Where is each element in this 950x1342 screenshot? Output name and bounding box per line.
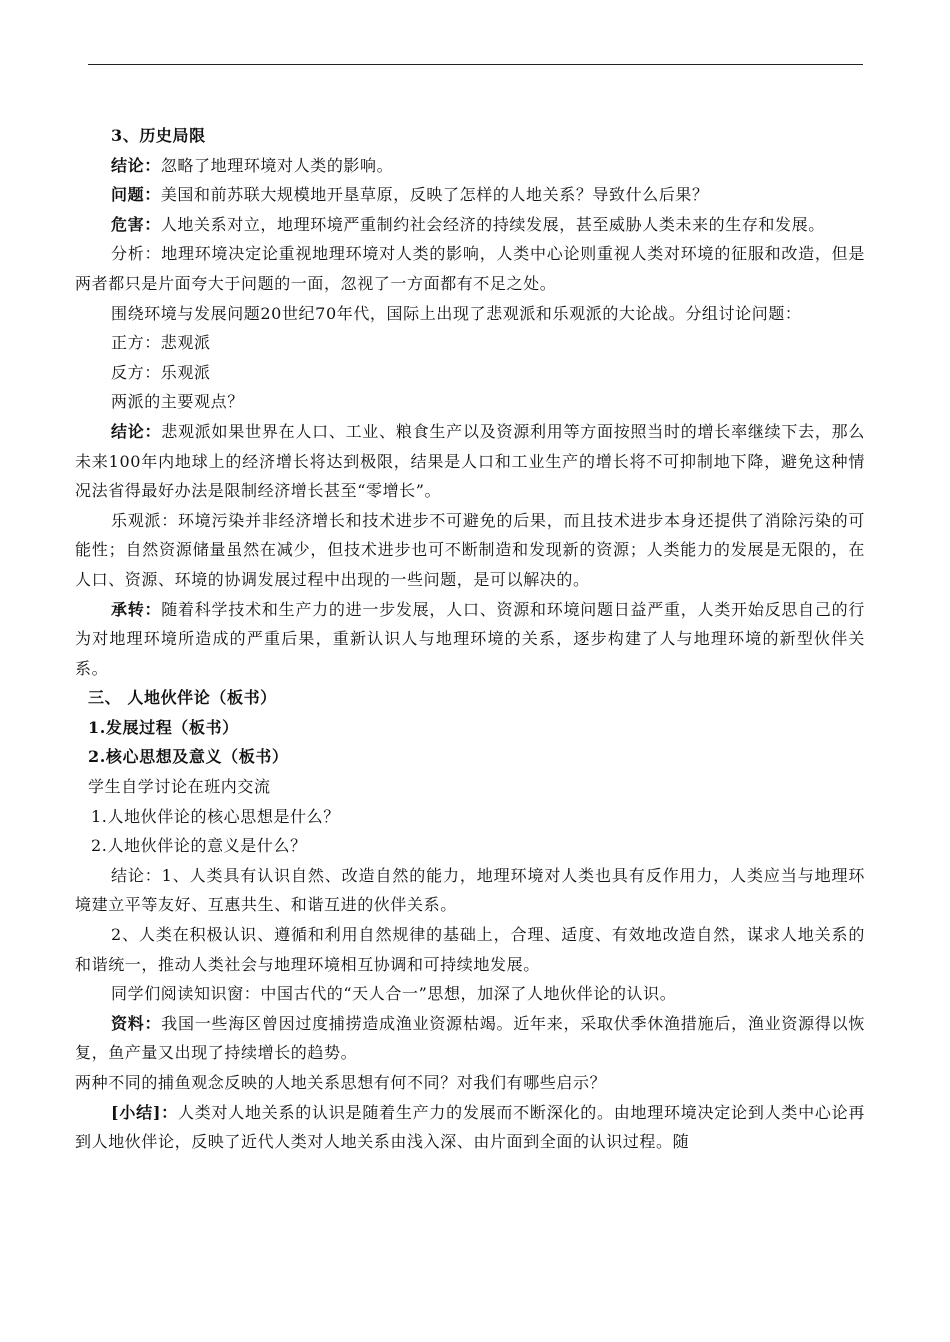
paragraph [75, 180, 865, 210]
paragraph [75, 121, 865, 151]
paragraph-label: 危害： [111, 214, 161, 234]
paragraph [75, 979, 865, 1009]
paragraph [75, 506, 865, 595]
paragraph-text: 同学们阅读知识窗：中国古代的“天人合一”思想，加深了人地伙伴论的认识。 [111, 984, 677, 1004]
paragraph [75, 1068, 865, 1098]
paragraph [75, 358, 865, 388]
paragraph-text: 1.人地伙伴论的核心思想是什么？ [91, 806, 340, 826]
paragraph-label: 结论： [111, 155, 161, 175]
paragraph [75, 387, 865, 417]
paragraph [75, 417, 865, 506]
paragraph [75, 920, 865, 979]
paragraph [75, 802, 865, 832]
paragraph-text: 学生自学讨论在班内交流 [88, 777, 271, 797]
paragraph-text: 围绕环境与发展问题20世纪70年代，国际上出现了悲观派和乐观派的大论战。分组讨论问题： [111, 303, 802, 323]
paragraph [75, 713, 865, 743]
paragraph-text: 分析：地理环境决定论重视地理环境对人类的影响，人类中心论则重视人类对环境的征服和改造，但是两者都只是片面夸大于问题的一面，忽视了一方面都有不足之处。 [75, 244, 865, 293]
paragraph-text: 反方：乐观派 [111, 362, 211, 382]
header-rule [88, 64, 863, 65]
paragraph-label: 结论： [111, 421, 162, 441]
paragraph-label: 3、历史局限 [111, 126, 206, 145]
paragraph [75, 861, 865, 920]
paragraph-text: 我国一些海区曾因过度捕捞造成渔业资源枯竭。近年来，采取伏季休渔措施后，渔业资源得以恢复，鱼产量又出现了持续增长的趋势。 [75, 1013, 865, 1063]
paragraph-text: 人地关系对立，地理环境严重制约社会经济的持续发展，甚至威胁人类未来的生存和发展。 [160, 214, 825, 234]
paragraph-text: 两种不同的捕鱼观念反映的人地关系思想有何不同？对我们有哪些启示？ [75, 1073, 607, 1092]
paragraph [75, 299, 865, 329]
paragraph-label: 承转： [111, 599, 162, 619]
paragraph [75, 742, 865, 772]
paragraph-text: 两派的主要观点？ [111, 392, 244, 412]
paragraph [75, 595, 865, 684]
paragraph-text: 随着科学技术和生产力的进一步发展，人口、资源和环境问题日益严重，人类开始反思自己的行为对地理环境所造成的严重后果，重新认识人与地理环境的关系，逐步构建了人与地理环境的新型伙伴关系。 [75, 599, 865, 678]
paragraph-text: 忽略了地理环境对人类的影响。 [160, 155, 394, 175]
paragraph [75, 239, 865, 298]
paragraph-text: 结论：1、人类具有认识自然、改造自然的能力，地理环境对人类也具有反作用力，人类应当与地理环境建立平等友好、互惠共生、和谐互进的伙伴关系。 [75, 865, 865, 915]
paragraph-label: 问题： [111, 185, 161, 205]
paragraph-text: 2、人类在积极认识、遵循和利用自然规律的基础上，合理、适度、有效地改造自然，谋求人地关系的和谐统一，推动人类社会与地理环境相互协调和可持续地发展。 [75, 925, 865, 974]
paragraph [75, 683, 865, 713]
document-body [75, 121, 865, 1157]
paragraph-label: [小结]： [111, 1102, 178, 1122]
paragraph [75, 1009, 865, 1068]
paragraph [75, 772, 865, 802]
paragraph [75, 328, 865, 358]
paragraph [75, 151, 865, 181]
paragraph-label: 三、 人地伙伴论（板书） [88, 688, 277, 708]
paragraph-text: 2.人地伙伴论的意义是什么？ [91, 836, 307, 856]
paragraph-text: 美国和前苏联大规模地开垦草原，反映了怎样的人地关系？导致什么后果？ [160, 185, 709, 205]
paragraph [75, 210, 865, 240]
paragraph-label: 资料： [111, 1013, 162, 1033]
paragraph-label: 1.发展过程（板书） [88, 717, 239, 737]
paragraph-text: 正方：悲观派 [111, 333, 211, 353]
paragraph-text: 人类对人地关系的认识是随着生产力的发展而不断深化的。由地理环境决定论到人类中心论再到人地伙伴论，反映了近代人类对人地关系由浅入深、由片面到全面的认识过程。随 [75, 1102, 865, 1152]
paragraph-text: 乐观派：环境污染并非经济增长和技术进步不可避免的后果，而且技术进步本身还提供了消除污染的可能性；自然资源储量虽然在减少，但技术进步也可不断制造和发现新的资源；人类能力的发展是无限的，在人口、资源、环境的协调发展过程中出现的一些问题，是可以解决的。 [75, 510, 865, 589]
paragraph-label: 2.核心思想及意义（板书） [88, 747, 289, 767]
paragraph-text: 悲观派如果世界在人口、工业、粮食生产以及资源利用等方面按照当时的增长率继续下去，那么未来100年内地球上的经济增长将达到极限，结果是人口和工业生产的增长将不可抑制地下降，避免这种情况法省得最好办法是限制经济增长甚至“零增长”。 [75, 421, 865, 501]
paragraph [75, 1098, 865, 1157]
paragraph [75, 831, 865, 861]
